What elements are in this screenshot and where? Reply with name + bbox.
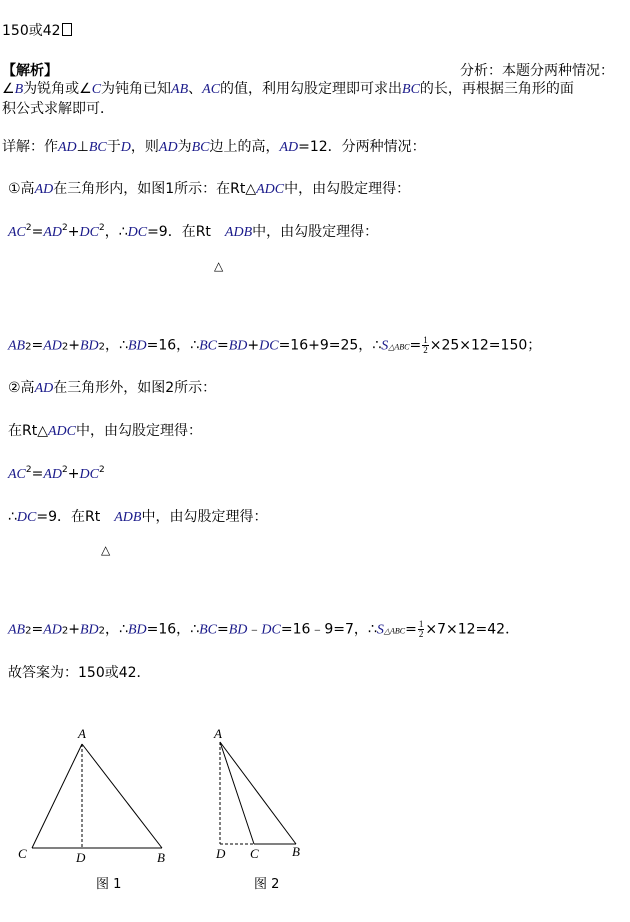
caption-fig1: 图 1: [96, 877, 122, 892]
text: ×25×12=150；: [429, 337, 542, 354]
var: BC: [88, 140, 107, 155]
var: AD: [43, 622, 62, 638]
edge-ab: [220, 742, 296, 844]
var: AD: [158, 140, 178, 155]
text: =: [409, 337, 422, 354]
text: =16﹣9=7，∴: [280, 621, 377, 638]
var: DC: [127, 225, 148, 240]
text: 于: [106, 139, 121, 155]
text: 为钝角已知: [101, 81, 172, 97]
var: ADC: [256, 182, 285, 197]
text: ，则: [130, 139, 159, 155]
text: =9．在Rt: [147, 224, 225, 240]
label-d: D: [216, 846, 226, 861]
text: +: [68, 337, 80, 354]
text: =16，∴: [146, 337, 200, 354]
label-c: C: [18, 846, 27, 861]
subscript: △ABC: [388, 342, 410, 352]
subscript: △ABC: [383, 626, 406, 636]
numerator: 1: [423, 335, 428, 345]
numerator: 1: [418, 619, 424, 629]
text: =: [31, 621, 44, 638]
var: D: [120, 140, 131, 155]
jiexi-label: 【解析】: [2, 63, 58, 79]
var: BD: [80, 622, 99, 638]
case2-eq2: [8, 508, 267, 527]
text: ，∴: [105, 337, 128, 354]
exponent: 2: [25, 223, 32, 233]
var: AC: [8, 225, 26, 240]
case2-eq1: [8, 465, 105, 485]
text: ，∴: [104, 224, 128, 240]
var: BD: [228, 338, 248, 354]
detail-line: [2, 138, 426, 157]
text: =12．分两种情况：: [298, 139, 426, 155]
answer-header: [2, 22, 72, 40]
exponent: 2: [62, 223, 68, 233]
fraction: [418, 620, 425, 639]
var: C: [91, 82, 102, 97]
text: ×7×12=42．: [425, 621, 520, 638]
text: 的值，利用勾股定理即可求出: [220, 81, 403, 97]
exponent: 2: [98, 465, 105, 475]
exponent: 2: [98, 223, 105, 233]
exponent: 2: [25, 465, 32, 475]
var: BD: [80, 338, 99, 354]
var: AD: [58, 140, 77, 155]
var: AB: [8, 622, 26, 638]
var: BD: [127, 622, 147, 638]
var: ADB: [224, 225, 253, 240]
caption-fig2: 图 2: [254, 877, 280, 892]
exponent: 2: [62, 465, 68, 475]
var: BD: [127, 338, 147, 354]
triangle-mark: △: [214, 259, 224, 273]
var: BC: [402, 82, 420, 97]
edge-ac: [220, 742, 254, 844]
edge-ab: [82, 744, 162, 848]
text: =: [31, 224, 44, 240]
text: 故答案为：150或42: [8, 665, 137, 681]
text: =: [31, 337, 44, 354]
analysis-intro: 分析：本题分两种情况：: [460, 63, 614, 79]
text: ．: [136, 665, 151, 681]
denominator: 2: [418, 629, 424, 639]
analysis-line-2: 积公式求解即可．: [2, 101, 114, 117]
label-a: A: [214, 726, 222, 741]
text: +: [67, 224, 80, 240]
var: DC: [16, 510, 37, 525]
text: +: [247, 337, 260, 354]
label-a: A: [78, 726, 86, 741]
case2-rt: [8, 422, 202, 441]
case2-title: [8, 379, 216, 398]
text: =9．在Rt: [36, 509, 115, 525]
var: AD: [279, 140, 299, 155]
label-c: C: [250, 846, 259, 861]
text: 的长，再根据三角形的面: [419, 81, 574, 97]
text: ⊥: [76, 139, 89, 155]
var: AD: [34, 182, 54, 197]
text: 详解：作: [2, 139, 58, 155]
figure-2: [180, 720, 360, 900]
var: AC: [8, 467, 26, 482]
text: =: [31, 466, 44, 482]
var: ADC: [47, 424, 76, 439]
case1-eq2: [8, 336, 541, 357]
var: AC: [202, 82, 221, 97]
var: AD: [34, 381, 54, 396]
var: AD: [43, 467, 63, 482]
var: S: [376, 622, 384, 638]
exponent: 2: [61, 341, 69, 353]
exponent: 2: [25, 625, 32, 637]
var: S: [381, 338, 389, 354]
var: ADB: [114, 510, 142, 525]
text: =16，∴: [146, 621, 200, 638]
text: 边上的高，: [209, 139, 280, 155]
exponent: 2: [98, 625, 106, 637]
text: 中，由勾股定理得：: [75, 423, 202, 439]
var: AD: [43, 225, 63, 240]
triangle-mark-2: △: [101, 543, 111, 557]
var: DC: [79, 467, 99, 482]
text: 中，由勾股定理得：: [141, 509, 268, 525]
text: ﹣: [247, 621, 262, 638]
text: 中，由勾股定理得：: [252, 224, 379, 240]
answer-text: 150或42: [2, 23, 61, 39]
exponent: 2: [98, 341, 106, 353]
text: +: [67, 466, 80, 482]
var: DC: [261, 622, 281, 638]
text: =16+9=25，∴: [278, 337, 382, 354]
exponent: 2: [61, 625, 69, 637]
text: =: [216, 621, 229, 638]
text: 在三角形外，如图2所示：: [53, 380, 217, 396]
var: BC: [199, 338, 217, 354]
text: 、: [188, 81, 203, 97]
text: 中，由勾股定理得：: [284, 181, 411, 197]
text: 为锐角或∠: [23, 81, 92, 97]
text: 为: [177, 139, 192, 155]
var: BC: [191, 140, 210, 155]
text: ①高: [8, 181, 35, 197]
text: 在Rt△: [8, 423, 48, 439]
case1-eq1: [8, 223, 378, 243]
analysis-line: [2, 80, 574, 99]
text: +: [68, 621, 80, 638]
label-b: B: [292, 844, 300, 859]
var: AB: [8, 338, 26, 354]
edge-ac: [32, 744, 82, 848]
text: =: [405, 621, 417, 638]
final-answer: [8, 664, 151, 682]
case2-eq3: [8, 620, 519, 641]
exponent: 2: [25, 341, 32, 353]
placeholder-box-icon: [62, 23, 72, 36]
text: ∠: [2, 81, 15, 97]
var: B: [14, 82, 24, 97]
var: AB: [171, 82, 189, 97]
var: BC: [199, 622, 217, 638]
var: AD: [43, 338, 62, 354]
fraction: [422, 336, 429, 355]
denominator: 2: [423, 345, 428, 355]
text: =: [216, 337, 229, 354]
case1-title: [8, 180, 410, 199]
text: ∴: [8, 509, 17, 525]
text: ②高: [8, 380, 35, 396]
var: BD: [228, 622, 248, 638]
label-d: D: [76, 850, 86, 865]
label-b: B: [157, 850, 165, 865]
var: DC: [79, 225, 99, 240]
text: ，∴: [105, 621, 128, 638]
var: DC: [259, 338, 279, 354]
text: 在三角形内，如图1所示：在Rt△: [53, 181, 257, 197]
